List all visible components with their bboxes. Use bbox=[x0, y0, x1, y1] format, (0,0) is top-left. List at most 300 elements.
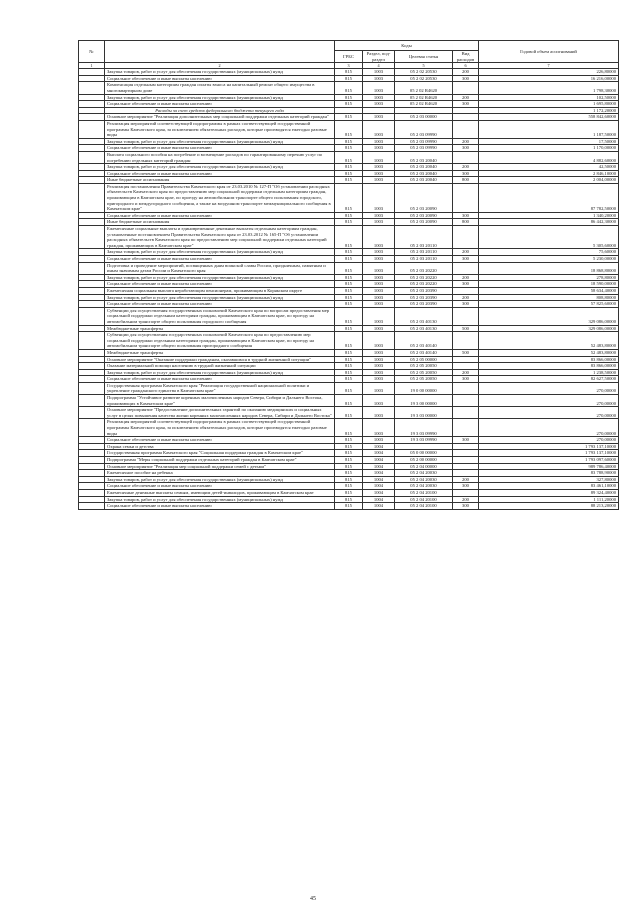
row-article-cell: 19 0 00 00000 bbox=[395, 382, 453, 394]
table-row bbox=[79, 369, 619, 376]
row-amount-cell: 270,00000 bbox=[479, 419, 619, 437]
row-type-cell: 300 bbox=[453, 376, 479, 383]
row-grbs-cell: 815 bbox=[335, 226, 363, 249]
row-amount-cell: 88 213,20000 bbox=[479, 503, 619, 510]
table-row bbox=[79, 75, 619, 82]
row-amount-cell: 83 461,10000 bbox=[479, 483, 619, 490]
table-row bbox=[79, 450, 619, 457]
row-grbs-cell: 815 bbox=[335, 274, 363, 281]
row-name-cell: Реализация мероприятий соответствующей подпрограммы в рамках соответствующей государственной программы Камчатского края, за исключением обязательных расходов, которые производятся ежегодно разовые виды bbox=[105, 419, 335, 437]
row-name-cell: Ежемесячное пособие на ребенка bbox=[105, 470, 335, 477]
row-number-cell bbox=[79, 274, 105, 281]
row-type-cell: 200 bbox=[453, 249, 479, 256]
row-grbs-cell: 815 bbox=[335, 349, 363, 356]
row-amount-cell: 2 004,00000 bbox=[479, 177, 619, 184]
table-row bbox=[79, 82, 619, 94]
row-article-cell: 05 2 02 20530 bbox=[395, 69, 453, 76]
row-grbs-cell: 815 bbox=[335, 369, 363, 376]
row-number-cell bbox=[79, 294, 105, 301]
row-section-cell: 1003 bbox=[363, 407, 395, 419]
row-section-cell: 1003 bbox=[363, 307, 395, 325]
row-type-cell bbox=[453, 107, 479, 114]
row-type-cell bbox=[453, 395, 479, 407]
row-amount-cell: 1 793 137,10000 bbox=[479, 450, 619, 457]
row-grbs-cell: 815 bbox=[335, 356, 363, 363]
col-section-header: Раздел, под-раздел bbox=[363, 51, 395, 63]
row-grbs-cell: 815 bbox=[335, 419, 363, 437]
row-name-cell: Закупка товаров, работ и услуг для обеспечения государственных (муниципальных) нужд bbox=[105, 69, 335, 76]
row-article-cell: 05 2 05 20050 bbox=[395, 369, 453, 376]
row-name-cell: Государственная программа Камчатского края "Реализация государственной национальной политики и укрепление гражданского единства в Камчатском крае" bbox=[105, 382, 335, 394]
row-section-cell: 1003 bbox=[363, 177, 395, 184]
row-amount-cell: 16 216,00000 bbox=[479, 75, 619, 82]
row-type-cell bbox=[453, 262, 479, 274]
row-grbs-cell: 815 bbox=[335, 489, 363, 496]
row-section-cell: 1003 bbox=[363, 301, 395, 308]
row-grbs-cell: 815 bbox=[335, 376, 363, 383]
row-type-cell: 500 bbox=[453, 325, 479, 332]
row-type-cell bbox=[453, 382, 479, 394]
row-article-cell: 05 2 04 20100 bbox=[395, 503, 453, 510]
row-name-cell: Социальное обеспечение и иные выплаты населению bbox=[105, 281, 335, 288]
row-name-cell: Социальное обеспечение и иные выплаты населению bbox=[105, 75, 335, 82]
row-article-cell: 05 2 03 20220 bbox=[395, 281, 453, 288]
row-grbs-cell: 815 bbox=[335, 177, 363, 184]
row-amount-cell: 102,50000 bbox=[479, 94, 619, 101]
row-section-cell: 1004 bbox=[363, 476, 395, 483]
row-amount-cell: 1 111,20000 bbox=[479, 496, 619, 503]
row-type-cell bbox=[453, 407, 479, 419]
table-row bbox=[79, 107, 619, 114]
row-article-cell: 05 2 03 40140 bbox=[395, 349, 453, 356]
row-article-cell: 05 2 03 20040 bbox=[395, 151, 453, 163]
table-row bbox=[79, 120, 619, 138]
row-number-cell bbox=[79, 463, 105, 470]
row-grbs-cell: 815 bbox=[335, 219, 363, 226]
row-article-cell: 05 2 04 20030 bbox=[395, 483, 453, 490]
row-name-cell: Государственная программа Камчатского края "Социальная поддержка граждан в Камчатском крае" bbox=[105, 450, 335, 457]
row-amount-cell: 558 842,60000 bbox=[479, 114, 619, 121]
row-grbs-cell bbox=[335, 107, 363, 114]
table-row bbox=[79, 294, 619, 301]
row-type-cell bbox=[453, 226, 479, 249]
row-article-cell: 05 0 00 00000 bbox=[395, 450, 453, 457]
row-type-cell: 200 bbox=[453, 274, 479, 281]
row-article-cell: 05 2 03 09990 bbox=[395, 138, 453, 145]
row-name-cell: Ежемесячные денежные выплаты семьям, имеющим детей-инвалидов, проживающим в Камчатском крае bbox=[105, 489, 335, 496]
row-number-cell bbox=[79, 419, 105, 437]
row-type-cell: 300 bbox=[453, 170, 479, 177]
row-type-cell: 800 bbox=[453, 177, 479, 184]
column-index-cell: 5 bbox=[395, 63, 453, 69]
row-name-cell: Основное мероприятие "Оказание поддержки гражданам, оказавшимся в трудной жизненной ситуации" bbox=[105, 356, 335, 363]
row-grbs-cell: 815 bbox=[335, 69, 363, 76]
row-grbs-cell: 815 bbox=[335, 332, 363, 350]
row-amount-cell: 86 442,30000 bbox=[479, 219, 619, 226]
row-grbs-cell: 815 bbox=[335, 114, 363, 121]
row-amount-cell: 5 230,00000 bbox=[479, 256, 619, 263]
row-amount-cell: 57 825,60000 bbox=[479, 301, 619, 308]
row-name-cell: Социальное обеспечение и иные выплаты населению bbox=[105, 376, 335, 383]
row-amount-cell: 18 868,80000 bbox=[479, 262, 619, 274]
row-section-cell: 1003 bbox=[363, 164, 395, 171]
row-article-cell: 05 2 04 20100 bbox=[395, 489, 453, 496]
row-number-cell bbox=[79, 457, 105, 464]
row-section-cell: 1003 bbox=[363, 69, 395, 76]
row-article-cell: 05 2 03 40130 bbox=[395, 325, 453, 332]
row-number-cell bbox=[79, 120, 105, 138]
row-grbs-cell: 815 bbox=[335, 307, 363, 325]
row-type-cell bbox=[453, 443, 479, 450]
row-number-cell bbox=[79, 349, 105, 356]
row-name-cell: Социальное обеспечение и иные выплаты населению bbox=[105, 301, 335, 308]
row-number-cell bbox=[79, 101, 105, 108]
row-number-cell bbox=[79, 301, 105, 308]
row-article-cell: 05 2 02 R4620 bbox=[395, 101, 453, 108]
row-number-cell bbox=[79, 483, 105, 490]
row-amount-cell: 58 634,40000 bbox=[479, 287, 619, 294]
row-article-cell: 05 2 04 20030 bbox=[395, 470, 453, 477]
column-index-cell: 1 bbox=[79, 63, 105, 69]
table-row bbox=[79, 376, 619, 383]
table-row bbox=[79, 249, 619, 256]
row-section-cell: 1003 bbox=[363, 437, 395, 444]
row-section-cell: 1003 bbox=[363, 219, 395, 226]
row-type-cell bbox=[453, 307, 479, 325]
row-section-cell: 1003 bbox=[363, 419, 395, 437]
row-grbs-cell: 815 bbox=[335, 294, 363, 301]
row-grbs-cell: 815 bbox=[335, 170, 363, 177]
row-grbs-cell: 815 bbox=[335, 443, 363, 450]
row-section-cell: 1003 bbox=[363, 249, 395, 256]
row-section-cell: 1004 bbox=[363, 503, 395, 510]
row-number-cell bbox=[79, 114, 105, 121]
row-section-cell: 1004 bbox=[363, 443, 395, 450]
row-amount-cell: 1 340,20000 bbox=[479, 212, 619, 219]
table-row bbox=[79, 256, 619, 263]
row-article-cell: 05 2 03 20110 bbox=[395, 226, 453, 249]
table-row bbox=[79, 183, 619, 212]
table-row bbox=[79, 437, 619, 444]
row-section-cell: 1003 bbox=[363, 325, 395, 332]
row-article-cell: 05 2 03 00000 bbox=[395, 114, 453, 121]
row-type-cell: 300 bbox=[453, 212, 479, 219]
row-name-cell: Субвенции для осуществления государственных полномочий Камчатского края по предоставлению мер социальной поддержки отдельным категориям граждан, проживающим в Камчатском крае, по проезду на автомобильном транспорте общего пользования пригородного сообщения bbox=[105, 332, 335, 350]
row-name-cell: Подготовка и проведение мероприятий, посвященных дням воинской славы России, праздничным, памятным и иным значимым датам России и Камчатского края bbox=[105, 262, 335, 274]
row-section-cell: 1003 bbox=[363, 349, 395, 356]
row-number-cell bbox=[79, 443, 105, 450]
row-article-cell: 05 2 03 20390 bbox=[395, 287, 453, 294]
row-grbs-cell: 815 bbox=[335, 120, 363, 138]
table-row bbox=[79, 457, 619, 464]
row-section-cell: 1003 bbox=[363, 183, 395, 212]
budget-table-body bbox=[79, 69, 619, 510]
table-row bbox=[79, 483, 619, 490]
page-number: 45 bbox=[310, 896, 316, 902]
row-section-cell: 1003 bbox=[363, 101, 395, 108]
row-section-cell: 1004 bbox=[363, 450, 395, 457]
table-row bbox=[79, 226, 619, 249]
row-amount-cell: 1 172,20000 bbox=[479, 107, 619, 114]
row-article-cell: 05 2 03 20040 bbox=[395, 170, 453, 177]
row-grbs-cell: 815 bbox=[335, 256, 363, 263]
row-amount-cell: 83 788,90000 bbox=[479, 470, 619, 477]
row-article-cell: 19 3 03 09990 bbox=[395, 419, 453, 437]
row-number-cell bbox=[79, 183, 105, 212]
row-article-cell: 05 2 03 20090 bbox=[395, 212, 453, 219]
row-amount-cell: 52 483,80000 bbox=[479, 349, 619, 356]
row-name-cell: Иные бюджетные ассигнования bbox=[105, 219, 335, 226]
row-amount-cell: 278,80000 bbox=[479, 274, 619, 281]
row-grbs-cell: 815 bbox=[335, 301, 363, 308]
row-section-cell: 1003 bbox=[363, 363, 395, 370]
table-row bbox=[79, 463, 619, 470]
table-row bbox=[79, 332, 619, 350]
row-amount-cell: 1 798,30000 bbox=[479, 82, 619, 94]
table-row bbox=[79, 470, 619, 477]
row-name-cell: Ежемесячная социальная выплата неработающим пенсионерам, проживающим в Корякском округе bbox=[105, 287, 335, 294]
row-grbs-cell: 815 bbox=[335, 281, 363, 288]
row-type-cell: 200 bbox=[453, 138, 479, 145]
row-grbs-cell: 815 bbox=[335, 382, 363, 394]
row-grbs-cell: 815 bbox=[335, 450, 363, 457]
row-number-cell bbox=[79, 262, 105, 274]
table-row bbox=[79, 212, 619, 219]
row-amount-cell: 5 305,60000 bbox=[479, 226, 619, 249]
row-section-cell: 1004 bbox=[363, 463, 395, 470]
row-article-cell: 05 2 05 20050 bbox=[395, 363, 453, 370]
row-number-cell bbox=[79, 170, 105, 177]
row-grbs-cell: 815 bbox=[335, 101, 363, 108]
table-row bbox=[79, 114, 619, 121]
row-article-cell: 05 2 03 20040 bbox=[395, 164, 453, 171]
row-section-cell: 1003 bbox=[363, 114, 395, 121]
table-row bbox=[79, 170, 619, 177]
row-amount-cell: 52 483,80000 bbox=[479, 332, 619, 350]
row-type-cell: 300 bbox=[453, 75, 479, 82]
row-type-cell: 200 bbox=[453, 476, 479, 483]
row-number-cell bbox=[79, 82, 105, 94]
row-article-cell: 05 2 05 00000 bbox=[395, 356, 453, 363]
row-grbs-cell: 815 bbox=[335, 94, 363, 101]
row-article-cell: 05 2 00 00000 bbox=[395, 457, 453, 464]
row-type-cell: 200 bbox=[453, 496, 479, 503]
row-name-cell: Подпрограмма "Меры социальной поддержки отдельных категорий граждан в Камчатском крае" bbox=[105, 457, 335, 464]
row-amount-cell: 75,60000 bbox=[479, 249, 619, 256]
row-name-cell: Закупка товаров, работ и услуг для обеспечения государственных (муниципальных) нужд bbox=[105, 294, 335, 301]
row-amount-cell: 327,80000 bbox=[479, 476, 619, 483]
row-section-cell: 1003 bbox=[363, 356, 395, 363]
row-grbs-cell: 815 bbox=[335, 437, 363, 444]
row-grbs-cell: 815 bbox=[335, 457, 363, 464]
row-section-cell: 1003 bbox=[363, 262, 395, 274]
row-amount-cell: 270,00000 bbox=[479, 395, 619, 407]
table-row bbox=[79, 496, 619, 503]
table-row bbox=[79, 177, 619, 184]
table-row bbox=[79, 145, 619, 152]
row-article-cell: 05 2 04 20030 bbox=[395, 476, 453, 483]
budget-table bbox=[78, 40, 619, 510]
row-article-cell: 05 2 03 09990 bbox=[395, 145, 453, 152]
row-article-cell: 05 2 02 20530 bbox=[395, 75, 453, 82]
row-number-cell bbox=[79, 138, 105, 145]
table-row bbox=[79, 419, 619, 437]
row-number-cell bbox=[79, 249, 105, 256]
row-amount-cell: 89 324,40000 bbox=[479, 489, 619, 496]
row-section-cell: 1003 bbox=[363, 274, 395, 281]
row-amount-cell: 83 866,00000 bbox=[479, 363, 619, 370]
row-amount-cell: 226,80000 bbox=[479, 69, 619, 76]
row-amount-cell: 83 866,00000 bbox=[479, 356, 619, 363]
row-number-cell bbox=[79, 363, 105, 370]
row-type-cell bbox=[453, 120, 479, 138]
row-number-cell bbox=[79, 332, 105, 350]
row-grbs-cell: 815 bbox=[335, 249, 363, 256]
row-number-cell bbox=[79, 219, 105, 226]
row-grbs-cell: 815 bbox=[335, 151, 363, 163]
row-number-cell bbox=[79, 256, 105, 263]
row-article-cell: 05 2 03 20390 bbox=[395, 294, 453, 301]
row-section-cell: 1003 bbox=[363, 120, 395, 138]
row-grbs-cell: 815 bbox=[335, 145, 363, 152]
table-row bbox=[79, 151, 619, 163]
row-name-cell: Ежемесячные социальные выплаты и единовременные денежные выплаты отдельным категориям граждан, установленные постановлением Правительства Камчатского края от 23.03.2012 № 165-П "Об установлении расходных обязательств Камчатского края по предоставлению мер социальной поддержки отдельных категорий граждан, проживающих в Камчатском крае" bbox=[105, 226, 335, 249]
row-type-cell bbox=[453, 470, 479, 477]
row-number-cell bbox=[79, 503, 105, 510]
table-row bbox=[79, 443, 619, 450]
row-number-cell bbox=[79, 407, 105, 419]
row-article-cell: 05 2 03 40140 bbox=[395, 332, 453, 350]
row-article-cell: 05 2 03 09990 bbox=[395, 120, 453, 138]
table-row bbox=[79, 219, 619, 226]
row-name-cell: Закупка товаров, работ и услуг для обеспечения государственных (муниципальных) нужд bbox=[105, 94, 335, 101]
row-type-cell bbox=[453, 450, 479, 457]
row-name-cell: Иные бюджетные ассигнования bbox=[105, 177, 335, 184]
budget-document-page bbox=[78, 40, 618, 510]
row-amount-cell: 270,00000 bbox=[479, 407, 619, 419]
row-name-cell: Закупка товаров, работ и услуг для обеспечения государственных (муниципальных) нужд bbox=[105, 249, 335, 256]
row-article-cell: 19 3 00 00000 bbox=[395, 395, 453, 407]
row-type-cell: 300 bbox=[453, 256, 479, 263]
row-amount-cell: 1 695,80000 bbox=[479, 101, 619, 108]
row-article-cell: 05 2 04 20100 bbox=[395, 496, 453, 503]
row-section-cell: 1004 bbox=[363, 483, 395, 490]
row-grbs-cell: 815 bbox=[335, 496, 363, 503]
row-grbs-cell: 815 bbox=[335, 363, 363, 370]
row-number-cell bbox=[79, 450, 105, 457]
table-row bbox=[79, 503, 619, 510]
row-number-cell bbox=[79, 281, 105, 288]
row-section-cell: 1003 bbox=[363, 287, 395, 294]
row-number-cell bbox=[79, 307, 105, 325]
row-type-cell: 800 bbox=[453, 219, 479, 226]
row-amount-cell: 1 187,50000 bbox=[479, 120, 619, 138]
row-number-cell bbox=[79, 94, 105, 101]
row-number-cell bbox=[79, 177, 105, 184]
row-number-cell bbox=[79, 151, 105, 163]
table-row bbox=[79, 325, 619, 332]
row-grbs-cell: 815 bbox=[335, 262, 363, 274]
row-type-cell: 300 bbox=[453, 437, 479, 444]
row-name-cell: Социальное обеспечение и иные выплаты населению bbox=[105, 145, 335, 152]
row-section-cell: 1003 bbox=[363, 294, 395, 301]
row-amount-cell: 87 782,50000 bbox=[479, 183, 619, 212]
table-row bbox=[79, 407, 619, 419]
row-article-cell bbox=[395, 107, 453, 114]
row-number-cell bbox=[79, 356, 105, 363]
row-number-cell bbox=[79, 287, 105, 294]
table-row bbox=[79, 489, 619, 496]
row-amount-cell: 82 627,50000 bbox=[479, 376, 619, 383]
row-number-cell bbox=[79, 496, 105, 503]
row-article-cell bbox=[395, 443, 453, 450]
table-row bbox=[79, 281, 619, 288]
row-section-cell: 1003 bbox=[363, 170, 395, 177]
row-grbs-cell: 815 bbox=[335, 164, 363, 171]
row-grbs-cell: 815 bbox=[335, 325, 363, 332]
row-number-cell bbox=[79, 145, 105, 152]
row-name-cell: Закупка товаров, работ и услуг для обеспечения государственных (муниципальных) нужд bbox=[105, 369, 335, 376]
row-article-cell: 05 2 02 R4620 bbox=[395, 82, 453, 94]
row-amount-cell: 2 846,10000 bbox=[479, 170, 619, 177]
row-name-cell: Закупка товаров, работ и услуг для обеспечения государственных (муниципальных) нужд bbox=[105, 164, 335, 171]
row-section-cell: 1003 bbox=[363, 369, 395, 376]
row-amount-cell: 270,00000 bbox=[479, 437, 619, 444]
row-name-cell: Основное мероприятие "Реализация мер социальной поддержки семей с детьми" bbox=[105, 463, 335, 470]
row-section-cell: 1004 bbox=[363, 489, 395, 496]
row-article-cell: 05 2 05 20050 bbox=[395, 376, 453, 383]
row-type-cell bbox=[453, 419, 479, 437]
row-name-cell: Межбюджетные трансферты bbox=[105, 325, 335, 332]
row-grbs-cell: 815 bbox=[335, 503, 363, 510]
row-grbs-cell: 815 bbox=[335, 287, 363, 294]
row-section-cell: 1003 bbox=[363, 382, 395, 394]
row-article-cell: 19 3 03 00000 bbox=[395, 407, 453, 419]
row-type-cell bbox=[453, 183, 479, 212]
table-row bbox=[79, 476, 619, 483]
row-type-cell: 300 bbox=[453, 101, 479, 108]
row-number-cell bbox=[79, 376, 105, 383]
row-name-cell: Закупка товаров, работ и услуг для обеспечения государственных (муниципальных) нужд bbox=[105, 274, 335, 281]
row-number-cell bbox=[79, 212, 105, 219]
row-name-cell: Основное мероприятие "Предоставление дополнительных гарантий по оказанию медицинских и социальных услуг в целях повышения качества жизни коренных малочисленных народов Севера, Сибири и Дальнего Востока" bbox=[105, 407, 335, 419]
row-type-cell bbox=[453, 332, 479, 350]
row-type-cell: 300 bbox=[453, 301, 479, 308]
table-row bbox=[79, 101, 619, 108]
row-name-cell: Закупка товаров, работ и услуг для обеспечения государственных (муниципальных) нужд bbox=[105, 476, 335, 483]
row-name-cell: Основное мероприятие "Реализация дополнительных мер социальной поддержки отдельных категорий граждан" bbox=[105, 114, 335, 121]
row-type-cell: 200 bbox=[453, 69, 479, 76]
row-article-cell: 19 3 03 09990 bbox=[395, 437, 453, 444]
row-type-cell bbox=[453, 363, 479, 370]
table-row bbox=[79, 138, 619, 145]
row-grbs-cell: 815 bbox=[335, 407, 363, 419]
col-no-header: № bbox=[79, 41, 105, 63]
row-type-cell: 200 bbox=[453, 94, 479, 101]
row-type-cell: 300 bbox=[453, 145, 479, 152]
column-index-cell: 6 bbox=[453, 63, 479, 69]
row-number-cell bbox=[79, 369, 105, 376]
table-row bbox=[79, 382, 619, 394]
table-row bbox=[79, 94, 619, 101]
row-type-cell: 500 bbox=[453, 349, 479, 356]
row-name-cell: Социальное обеспечение и иные выплаты населению bbox=[105, 212, 335, 219]
row-article-cell: 05 2 03 20220 bbox=[395, 262, 453, 274]
row-name-cell: Социальное обеспечение и иные выплаты населению bbox=[105, 101, 335, 108]
row-article-cell: 05 2 03 20090 bbox=[395, 219, 453, 226]
table-row bbox=[79, 262, 619, 274]
row-number-cell bbox=[79, 382, 105, 394]
